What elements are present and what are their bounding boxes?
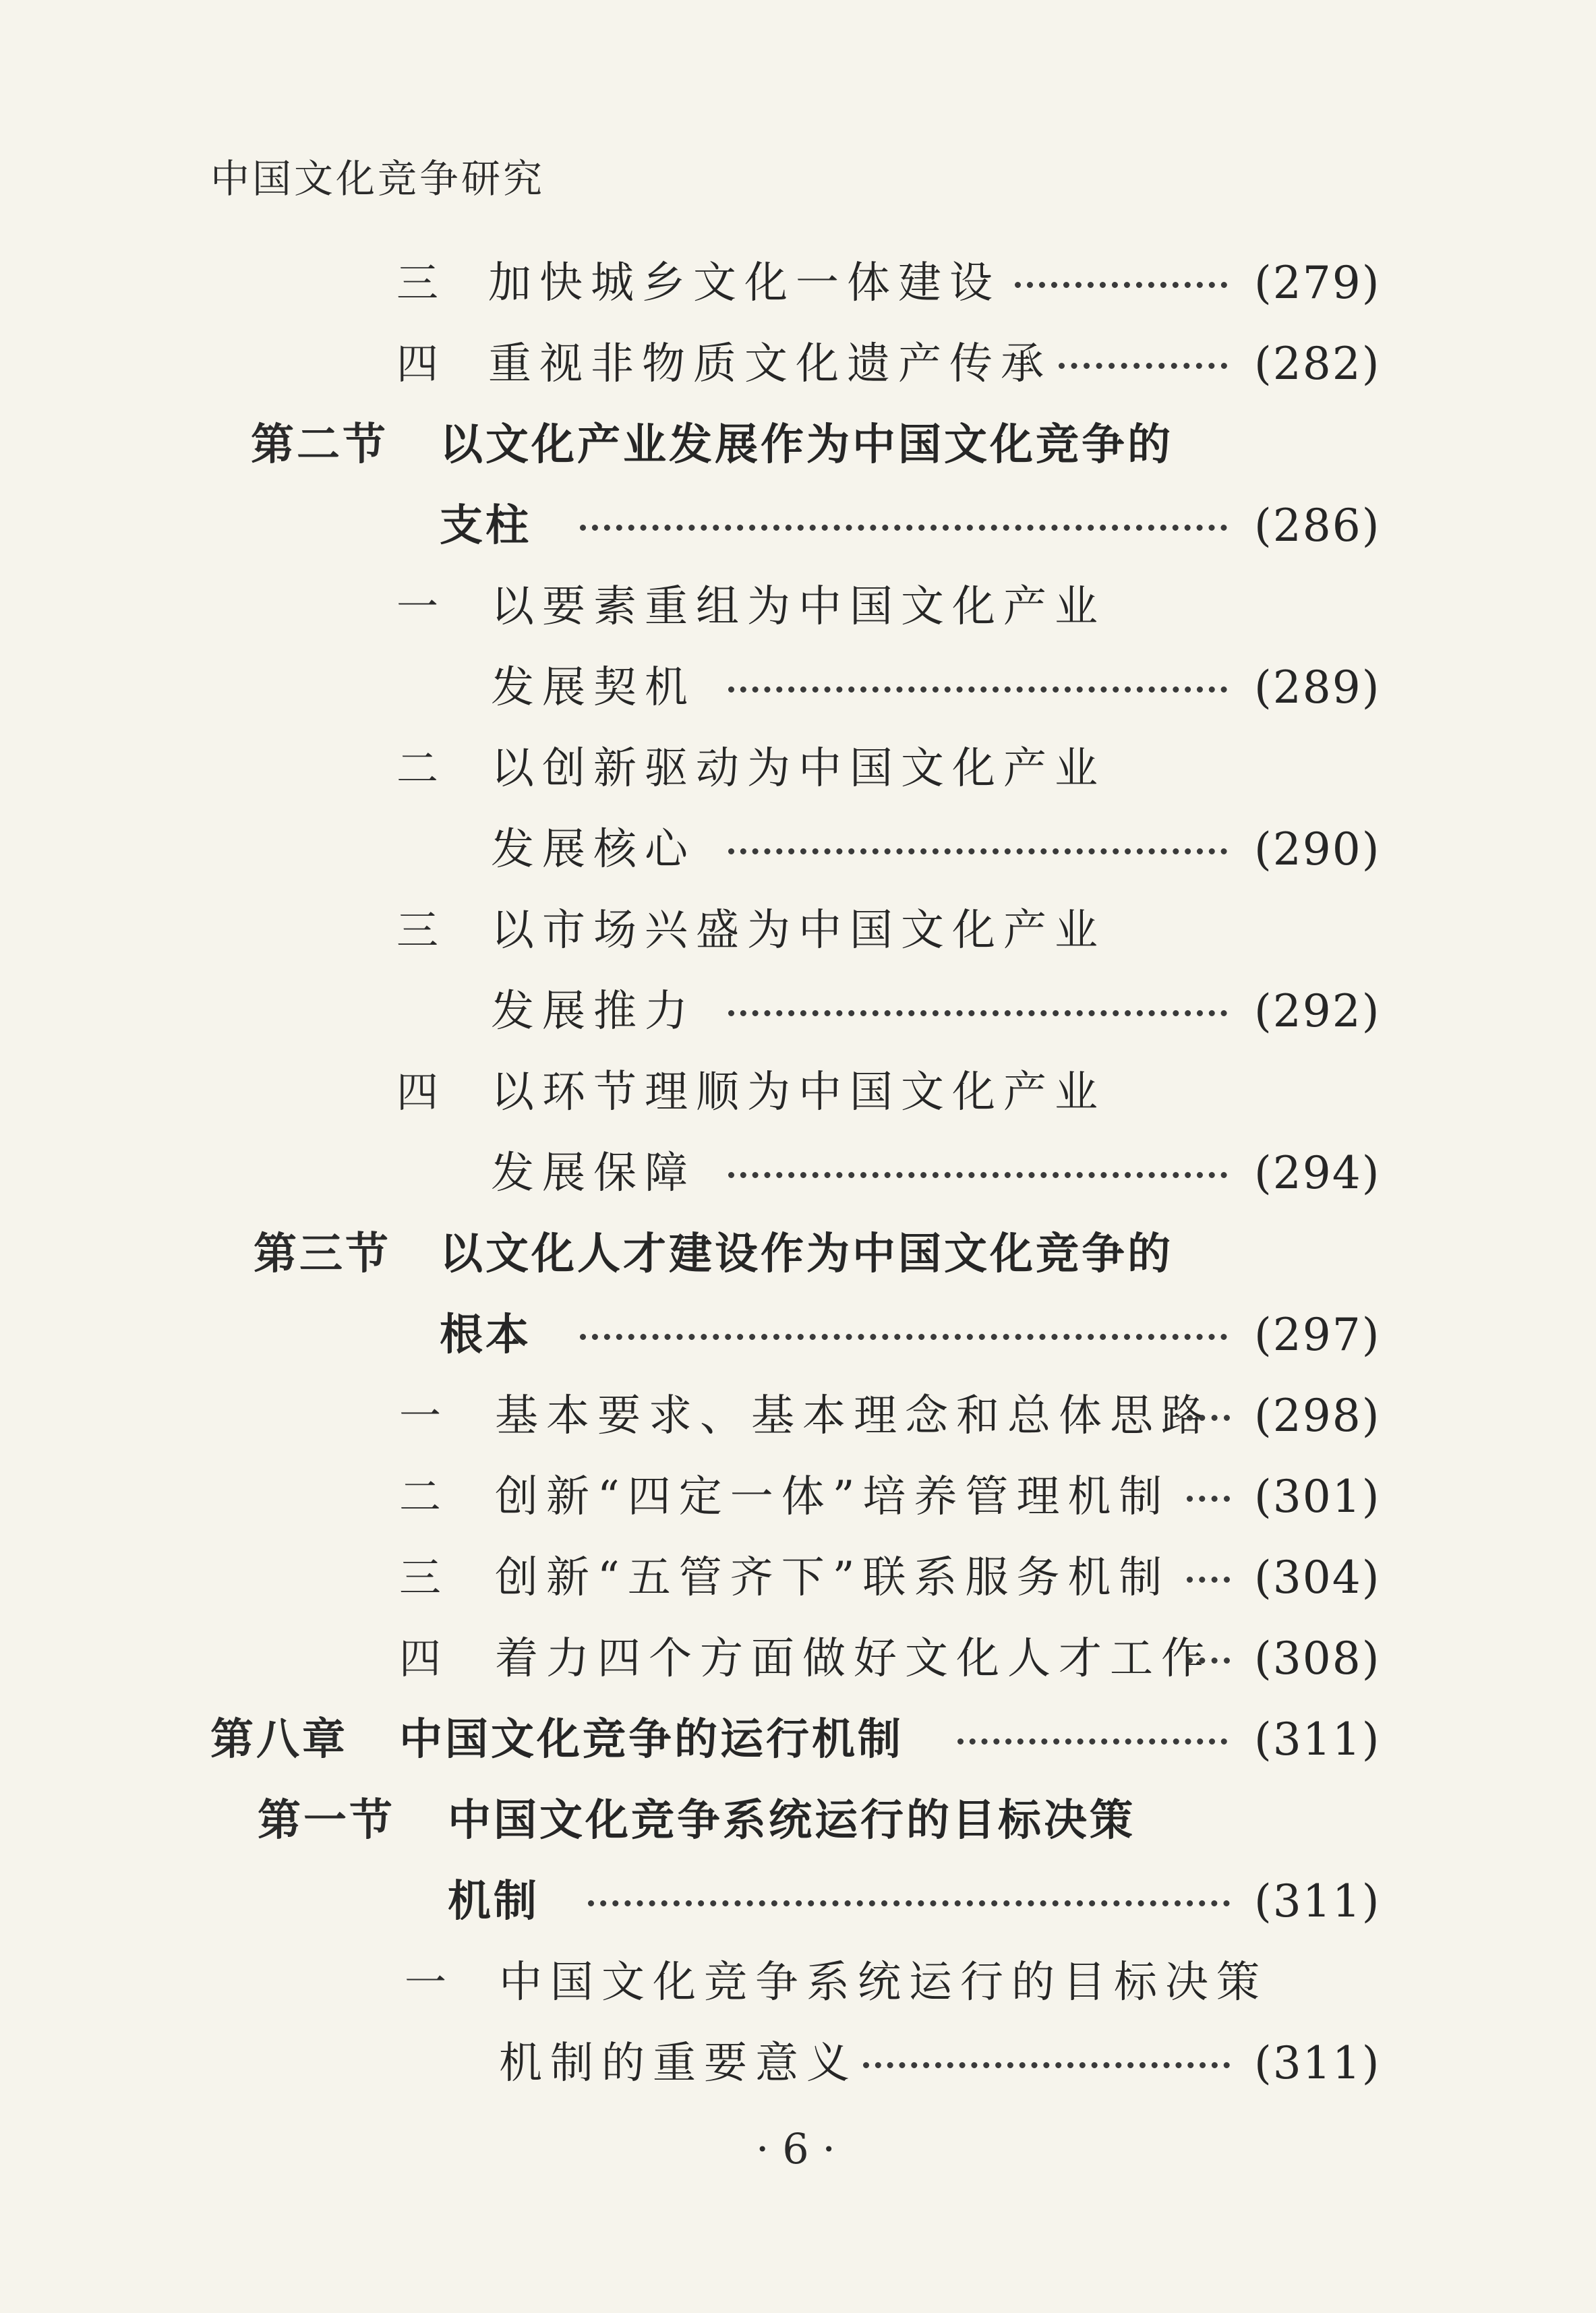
toc-entry[interactable] [0,1942,1596,2023]
toc-entry-title: 以环节理顺为中国文化产业 [491,1067,1106,1117]
toc-entry[interactable] [0,1457,1596,1538]
toc-entry-page: (279) [1254,257,1381,309]
toc-entry-number: 四 [396,1067,439,1117]
dot-leader [1187,1658,1230,1664]
toc-entry[interactable] [0,809,1596,890]
toc-entry-number: 第二节 [251,420,388,470]
toc-entry[interactable] [0,971,1596,1052]
toc-entry[interactable] [0,1780,1596,1861]
toc-entry-page: (289) [1254,662,1381,713]
toc-entry-title: 以文化产业发展作为中国文化竞争的 [440,420,1173,470]
toc-entry[interactable] [0,1133,1596,1214]
running-header: 中国文化竞争研究 [210,156,545,202]
dot-leader [1187,1415,1230,1421]
toc-entry-number: 一 [399,1391,442,1440]
toc-entry-title: 中国文化竞争的运行机制 [399,1715,904,1765]
dot-leader [728,686,1227,693]
toc-entry[interactable] [0,1618,1596,1699]
dot-leader [1059,363,1227,369]
dot-leader [1187,1577,1230,1583]
toc-entry-page: (297) [1254,1309,1381,1361]
toc-entry[interactable] [0,243,1596,324]
toc-entry-number: 四 [399,1634,442,1683]
toc-entry-page: (298) [1254,1390,1381,1442]
toc-entry-title: 中国文化竞争系统运行的目标决策 [499,1958,1268,2008]
dot-leader [1187,1496,1230,1502]
toc-entry[interactable] [0,1538,1596,1618]
toc-entry-title: 机制 [448,1877,539,1927]
toc-entry-title: 发展保障 [491,1148,696,1198]
dot-leader [863,2062,1230,2068]
dot-leader [580,525,1227,531]
toc-entry-title: 根本 [440,1310,531,1360]
dot-leader [728,1010,1227,1016]
dot-leader [728,1172,1227,1178]
toc-entry[interactable] [0,1376,1596,1457]
toc-entry-title: 重视非物质文化遗产传承 [488,339,1052,389]
toc-entry-page: (311) [1254,2037,1381,2089]
toc-entry[interactable] [0,486,1596,566]
toc-entry-page: (282) [1254,338,1381,390]
dot-leader [957,1738,1227,1745]
toc-entry-number: 三 [396,258,439,308]
toc-entry[interactable] [0,1295,1596,1376]
toc-entry-title: 创新“四定一体”培养管理机制 [495,1472,1171,1522]
toc-entry-number: 第八章 [210,1715,348,1765]
toc-entry-page: (286) [1254,500,1381,552]
toc-entry-title: 支柱 [440,501,531,551]
toc-entry-page: (301) [1254,1471,1381,1523]
toc-entry-title: 以创新驱动为中国文化产业 [491,744,1106,794]
toc-entry-page: (292) [1254,985,1381,1037]
toc-entry-title: 发展推力 [491,987,696,1036]
toc-entry-page: (294) [1254,1147,1381,1199]
toc-entry-number: 第一节 [258,1796,395,1846]
toc-entry-title: 发展契机 [491,663,696,713]
dot-leader [1015,282,1227,288]
toc-entry-title: 以要素重组为中国文化产业 [491,582,1106,632]
toc-entry-page: (290) [1254,823,1381,875]
toc-entry-title: 机制的重要意义 [499,2039,858,2088]
toc-entry[interactable] [0,1052,1596,1133]
dot-leader [588,1900,1230,1906]
toc-entry[interactable] [0,647,1596,728]
toc-entry-title: 以市场兴盛为中国文化产业 [491,906,1106,956]
toc-entry-number: 第三节 [254,1229,391,1279]
dot-leader [580,1334,1227,1340]
toc-entry-page: (304) [1254,1552,1381,1604]
toc-entry[interactable] [0,324,1596,405]
toc-entry-number: 一 [396,582,439,631]
toc-entry-page: (308) [1254,1633,1381,1685]
toc-entry-number: 三 [399,1553,442,1602]
toc-entry-number: 三 [396,906,439,955]
toc-entry-number: 一 [405,1958,447,2007]
toc-entry-title: 加快城乡文化一体建设 [488,258,1001,308]
toc-entry-title: 着力四个方面做好文化人才工作 [495,1634,1212,1684]
toc-entry-number: 二 [396,744,439,793]
toc-entry-number: 四 [396,339,439,388]
toc-entry-title: 创新“五管齐下”联系服务机制 [495,1553,1171,1603]
dot-leader [728,848,1227,854]
toc-entry-title: 中国文化竞争系统运行的目标决策 [448,1796,1135,1846]
toc-entry[interactable] [0,2023,1596,2104]
toc-entry[interactable] [0,1214,1596,1295]
toc-entry-title: 以文化人才建设作为中国文化竞争的 [440,1229,1173,1279]
page-number: · 6 · [755,2124,836,2173]
toc-entry[interactable] [0,890,1596,971]
toc-entry-title: 发展核心 [491,825,696,875]
toc-entry[interactable] [0,566,1596,647]
toc-entry[interactable] [0,728,1596,809]
toc-entry-title: 基本要求、基本理念和总体思路 [495,1391,1212,1441]
toc-entry[interactable] [0,1699,1596,1780]
toc-entry[interactable] [0,1861,1596,1942]
toc-entry-page: (311) [1254,1714,1381,1765]
toc-entry-number: 二 [399,1472,442,1521]
toc-entry[interactable] [0,405,1596,486]
toc-entry-page: (311) [1254,1875,1381,1927]
